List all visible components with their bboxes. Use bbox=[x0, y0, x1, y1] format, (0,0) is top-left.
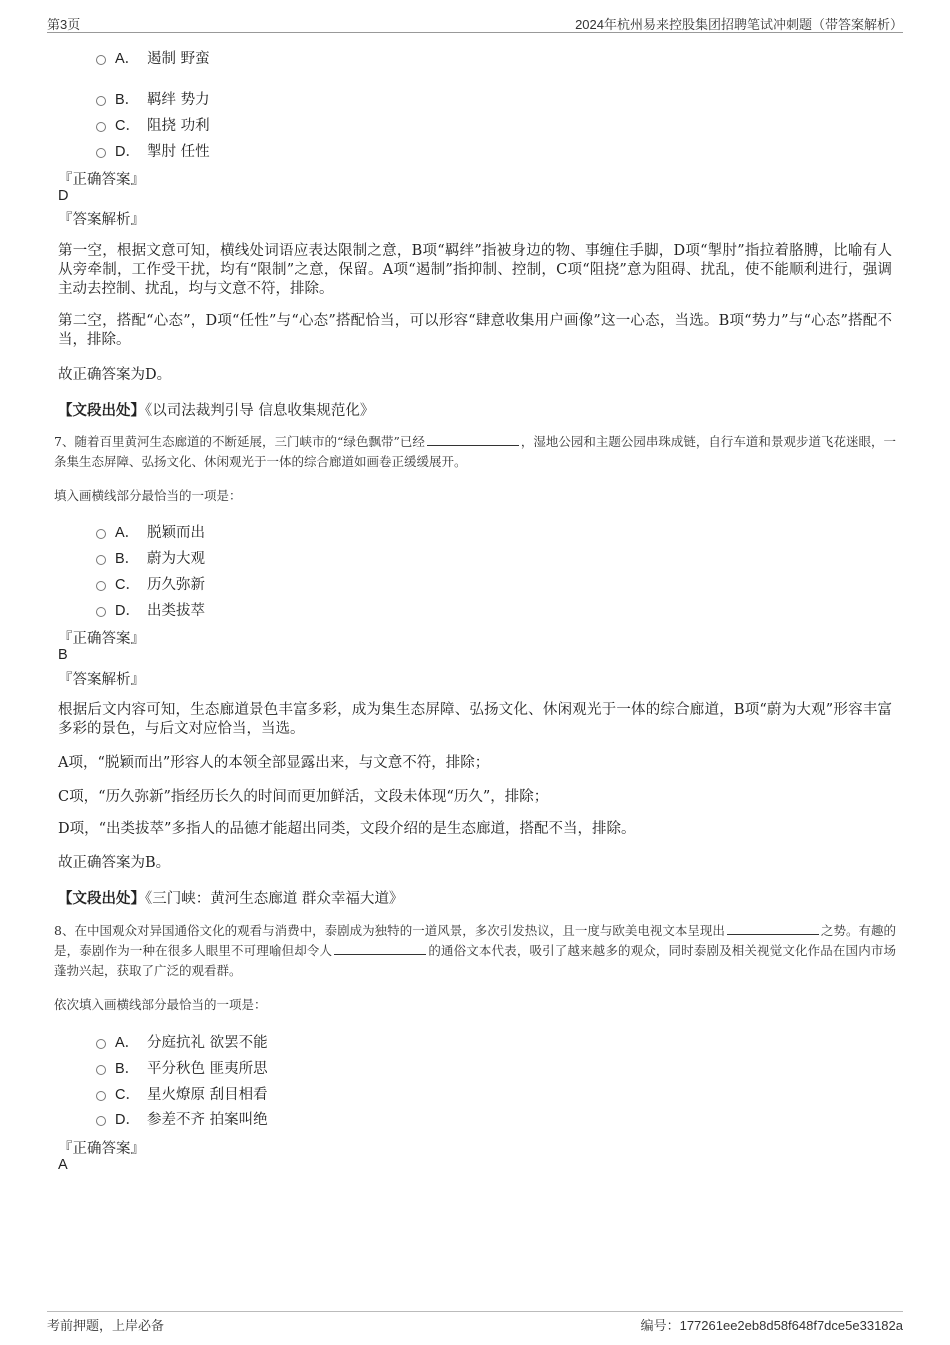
q6-option-d[interactable]: D． 掣肘 任性 bbox=[96, 140, 210, 160]
radio-icon[interactable] bbox=[96, 581, 106, 591]
q7-analysis-label: 『答案解析』 bbox=[58, 672, 145, 688]
fill-blank bbox=[334, 942, 426, 955]
q8-prompt: 依次填入画横线部分最恰当的一项是： bbox=[54, 997, 267, 1012]
footer-slogan: 考前押题，上岸必备 bbox=[47, 1319, 165, 1334]
page-header bbox=[47, 12, 903, 33]
radio-icon[interactable] bbox=[96, 555, 106, 565]
radio-icon[interactable] bbox=[96, 1065, 106, 1075]
radio-icon[interactable] bbox=[96, 529, 106, 539]
q8-option-d[interactable]: D． 参差不齐 拍案叫绝 bbox=[96, 1108, 268, 1128]
q8-option-a[interactable]: A． 分庭抗礼 欲罢不能 bbox=[96, 1031, 268, 1051]
radio-icon[interactable] bbox=[96, 1039, 106, 1049]
q7-analysis-paragraph: C项，“历久弥新”指经历长久的时间而更加鲜活，文段未体现“历久”，排除； bbox=[58, 789, 549, 805]
q7-analysis-paragraph: 根据后文内容可知，生态廊道景色丰富多彩，成为集生态屏障、弘扬文化、休闲观光于一体的综合廊道，B项“蔚为大观”形容丰富多彩的景色，与后文对应恰当，当选。 bbox=[58, 702, 892, 737]
q8-answer: A bbox=[58, 1157, 68, 1173]
radio-icon[interactable] bbox=[96, 148, 106, 158]
q7-option-a[interactable]: A． 脱颖而出 bbox=[96, 521, 205, 541]
document-title: 2024年杭州易来控股集团招聘笔试冲刺题（带答案解析） bbox=[575, 17, 903, 32]
q6-analysis-paragraph: 第二空，搭配“心态”，D项“任性”与“心态”搭配恰当，可以形容“肆意收集用户画像”这一心态，当选。B项“势力”与“心态”搭配不当，排除。 bbox=[58, 313, 892, 348]
radio-icon[interactable] bbox=[96, 1116, 106, 1126]
q7-option-c[interactable]: C． 历久弥新 bbox=[96, 573, 205, 593]
q8-option-b[interactable]: B． 平分秋色 匪夷所思 bbox=[96, 1057, 268, 1077]
page-number: 第3页 bbox=[47, 17, 81, 32]
q7-answer: B bbox=[58, 647, 68, 663]
document-code: 编号：177261ee2eb8d58f648f7dce5e33182a bbox=[640, 1318, 903, 1334]
radio-icon[interactable] bbox=[96, 96, 106, 106]
q7-source: 【文段出处】《三门峡：黄河生态廊道 群众幸福大道》 bbox=[58, 890, 404, 907]
q6-analysis-label: 『答案解析』 bbox=[58, 212, 145, 228]
q6-analysis-paragraph: 第一空，根据文意可知，横线处词语应表达限制之意，B项“羁绊”指被身边的物、事缠住手脚，D项“掣肘”指拉着胳膊，比喻有人从旁牵制，工作受干扰，均有“限制”之意，保留。A项“遏制”指抑制、控制，C项“阻挠”意为阻碍、扰乱，使不能顺利进行，强调主动去控制、扰乱，均与文意不符，排除。 bbox=[58, 243, 892, 297]
q7-option-d[interactable]: D． 出类拔萃 bbox=[96, 599, 205, 619]
q6-option-b[interactable]: B． 羁绊 势力 bbox=[96, 88, 210, 108]
page-footer bbox=[47, 1311, 903, 1336]
q7-option-b[interactable]: B． 蔚为大观 bbox=[96, 547, 205, 567]
radio-icon[interactable] bbox=[96, 607, 106, 617]
radio-icon[interactable] bbox=[96, 122, 106, 132]
fill-blank bbox=[427, 433, 519, 446]
q6-option-c[interactable]: C． 阻挠 功利 bbox=[96, 114, 210, 134]
q7-analysis-paragraph: A项，“脱颖而出”形容人的本领全部显露出来，与文意不符，排除； bbox=[58, 755, 490, 771]
q6-answer-label: 『正确答案』 bbox=[58, 172, 145, 188]
q7-stem: 7、随着百里黄河生态廊道的不断延展，三门峡市的“绿色飘带”已经 ，湿地公园和主题公园串珠成链，自行车道和景观步道飞花迷眼，一条集生态屏障、弘扬文化、休闲观光于一体的综合廊道如画卷正缓缓展开。 bbox=[54, 434, 896, 469]
q6-option-a[interactable]: A． 遏制 野蛮 bbox=[96, 47, 210, 67]
q7-analysis-paragraph: 故正确答案为B。 bbox=[58, 855, 171, 871]
fill-blank bbox=[727, 922, 819, 935]
q7-prompt: 填入画横线部分最恰当的一项是： bbox=[54, 488, 242, 503]
q7-answer-label: 『正确答案』 bbox=[58, 631, 145, 647]
radio-icon[interactable] bbox=[96, 1091, 106, 1101]
radio-icon[interactable] bbox=[96, 55, 106, 65]
q6-answer: D bbox=[58, 188, 69, 204]
q7-analysis-paragraph: D项，“出类拔萃”多指人的品德才能超出同类，文段介绍的是生态廊道，搭配不当，排除。 bbox=[58, 821, 636, 837]
q6-analysis-paragraph: 故正确答案为D。 bbox=[58, 367, 172, 383]
q6-source: 【文段出处】《以司法裁判引导 信息收集规范化》 bbox=[58, 402, 375, 419]
q8-answer-label: 『正确答案』 bbox=[58, 1141, 145, 1157]
q8-option-c[interactable]: C． 星火燎原 刮目相看 bbox=[96, 1083, 268, 1103]
q8-stem: 8、在中国观众对异国通俗文化的观看与消费中，泰剧成为独特的一道风景，多次引发热议，且一度与欧美电视文本呈现出 之势。有趣的是，泰剧作为一种在很多人眼里不可理喻但却令人 的通俗文本代表，吸引了越来越多的观众，同时泰剧及相关视觉文化作品在国内市场蓬勃兴起，获取了广泛的观看群。 bbox=[54, 923, 896, 978]
